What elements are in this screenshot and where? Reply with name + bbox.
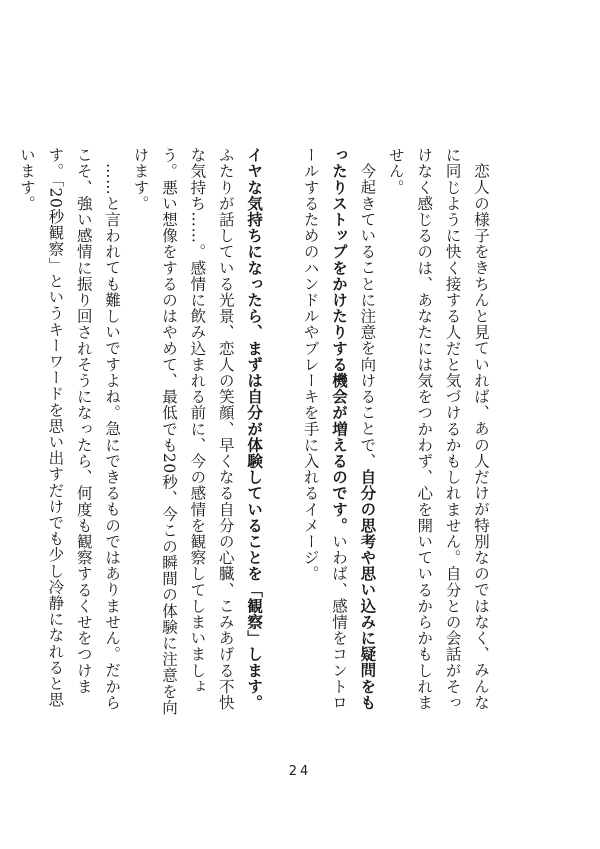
body-text xyxy=(17,147,495,719)
paragraph-3 xyxy=(126,147,268,719)
paragraph-2-text-2: いわば、感情をコントロールするためのハンドルやブレーキを手に入れるイメージ。 xyxy=(301,147,348,711)
paragraph-spacer xyxy=(268,147,296,719)
paragraph-2-text-1: 今起きていることに注意を向けることで、 xyxy=(358,162,377,469)
paragraph-1 xyxy=(381,147,495,719)
paragraph-2-bold-1: 自分の思考や思い込みに疑問をもったりストップをかけたりする機会が増えるのです。 xyxy=(329,147,377,710)
paragraph-2 xyxy=(296,147,381,719)
page-number: 24 xyxy=(288,764,312,779)
paragraph-3-bold-1: イヤな気持ちになったら、まずは自分が体験していることを「観察」します。 xyxy=(245,147,264,711)
paragraph-4 xyxy=(13,147,127,719)
paragraph-4-text: ……と言われても難しいですよね。急にできるものではありません。だからこそ、強い感情に振り回されそうになったら、何度も観察するくせをつけます。「20秒観察」というキーワードを思い出すだけでも少し冷静になれると思います。 xyxy=(17,147,122,710)
paragraph-3-text-1: ふたりが話している光景、恋人の笑顔、早くなる自分の心臓、こみあげる不快な気持ち……。感情に飲み込まれる前に、今の感情を観察してしまいましょう。悪い想像をするのはやめて、最低でも20秒、今この瞬間の体験に注意を向けます。 xyxy=(131,147,235,716)
paragraph-1-text: 恋人の様子をきちんと見ていれば、あの人だけが特別なのではなく、みんなに同じように快く接する人だと気づけるかもしれません。自分との会話がそっけなく感じるのは、あなたには気をつかわず、心を開いているからかもしれません。 xyxy=(386,147,490,711)
